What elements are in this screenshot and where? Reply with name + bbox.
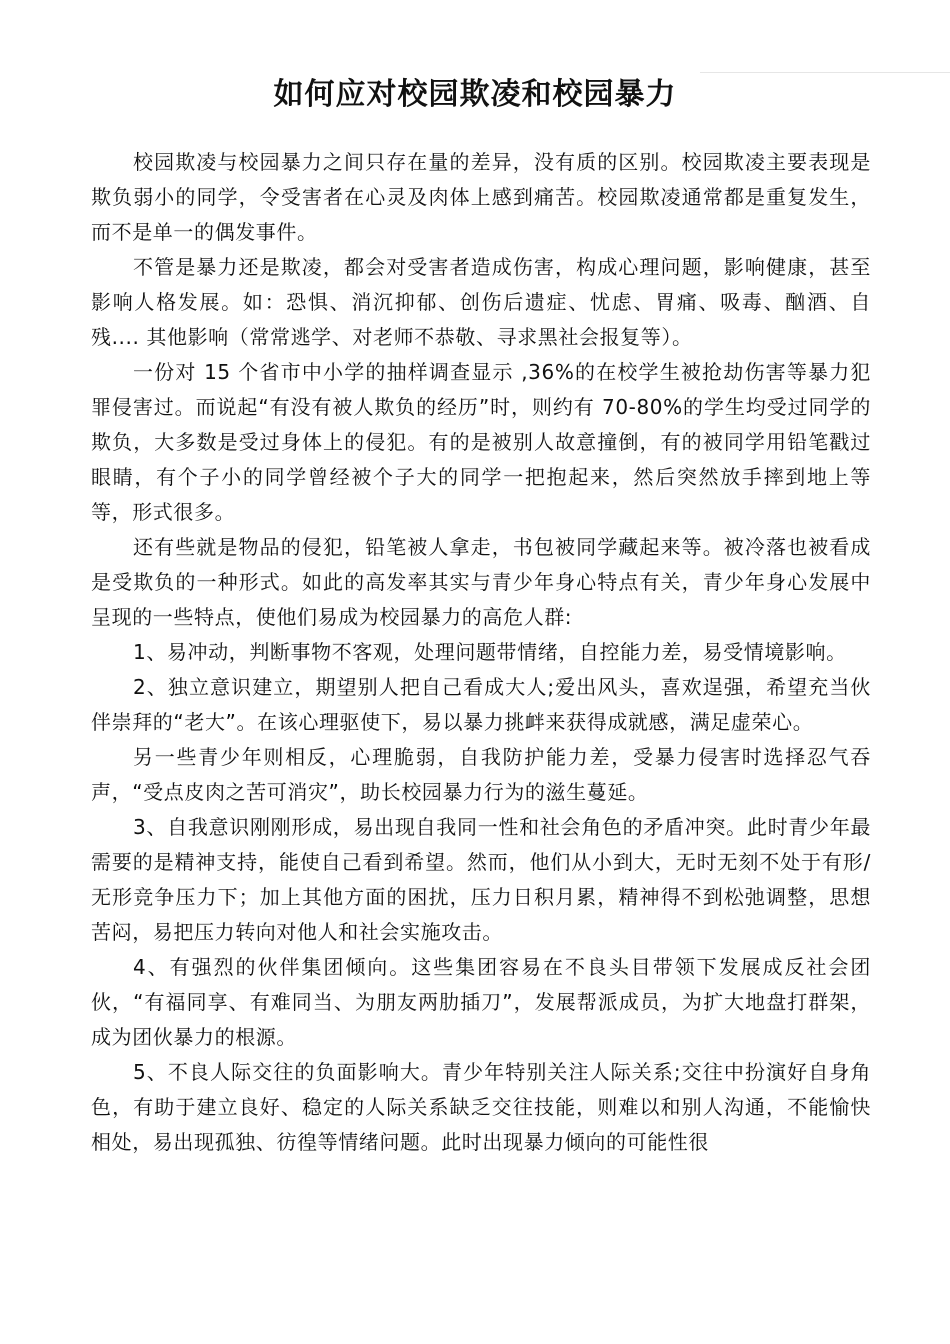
body-paragraph: 校园欺凌与校园暴力之间只存在量的差异，没有质的区别。校园欺凌主要表现是欺负弱小的同学，令受害者在心灵及肉体上感到痛苦。校园欺凌通常都是重复发生，而不是单一的偶发事件。 xyxy=(91,150,871,244)
body-paragraph: 一份对 15 个省市中小学的抽样调查显示 ,36%的在校学生被抢劫伤害等暴力犯罪侵害过。而说起“有没有被人欺负的经历”时，则约有 70-80%的学生均受过同学的欺负，大多数是受过身体上的侵犯。有的是被别人故意撞倒，有的被同学用铅笔戳过眼睛，有个子小的同学曾经被个子大的同学一把抱起来，然后突然放手摔到地上等等，形式很多。 xyxy=(91,360,871,524)
document-title: 如何应对校园欺凌和校园暴力 xyxy=(273,77,677,113)
body-paragraph: 另一些青少年则相反，心理脆弱，自我防护能力差，受暴力侵害时选择忍气吞声，“受点皮肉之苦可消灾”，助长校园暴力行为的滋生蔓延。 xyxy=(91,745,871,804)
body-paragraph: 不管是暴力还是欺凌，都会对受害者造成伤害，构成心理问题，影响健康，甚至影响人格发展。如：恐惧、消沉抑郁、创伤后遗症、忧虑、胃痛、吸毒、酗酒、自残.... 其他影响（常常逃学、对老师不恭敬、寻求黑社会报复等）。 xyxy=(91,255,871,349)
list-item-paragraph: 1、易冲动，判断事物不客观，处理问题带情绪，自控能力差，易受情境影响。 xyxy=(133,640,847,664)
list-item-paragraph: 2、独立意识建立，期望别人把自己看成大人;爱出风头，喜欢逞强，希望充当伙伴崇拜的“老大”。在该心理驱使下，易以暴力挑衅来获得成就感，满足虚荣心。 xyxy=(91,675,871,734)
list-item-paragraph: 4、有强烈的伙伴集团倾向。这些集团容易在不良头目带领下发展成反社会团伙，“有福同享、有难同当、为朋友两肋插刀”，发展帮派成员，为扩大地盘打群架，成为团伙暴力的根源。 xyxy=(91,955,871,1049)
list-item-paragraph: 3、自我意识刚刚形成，易出现自我同一性和社会角色的矛盾冲突。此时青少年最需要的是精神支持，能使自己看到希望。然而，他们从小到大，无时无刻不处于有形/无形竞争压力下；加上其他方面的困扰，压力日积月累，精神得不到松弛调整，思想苦闷，易把压力转向对他人和社会实施攻击。 xyxy=(91,815,871,944)
document-body xyxy=(91,145,871,1160)
watermark xyxy=(458,1244,498,1254)
list-item-paragraph: 5、不良人际交往的负面影响大。青少年特别关注人际关系;交往中扮演好自身角色，有助于建立良好、稳定的人际关系缺乏交往技能，则难以和别人沟通，不能愉快相处，易出现孤独、彷徨等情绪问题。此时出现暴力倾向的可能性很 xyxy=(91,1060,871,1154)
body-paragraph: 还有些就是物品的侵犯，铅笔被人拿走，书包被同学藏起来等。被冷落也被看成是受欺负的一种形式。如此的高发率其实与青少年身心特点有关，青少年身心发展中呈现的一些特点，使他们易成为校园暴力的高危人群: xyxy=(91,535,871,629)
